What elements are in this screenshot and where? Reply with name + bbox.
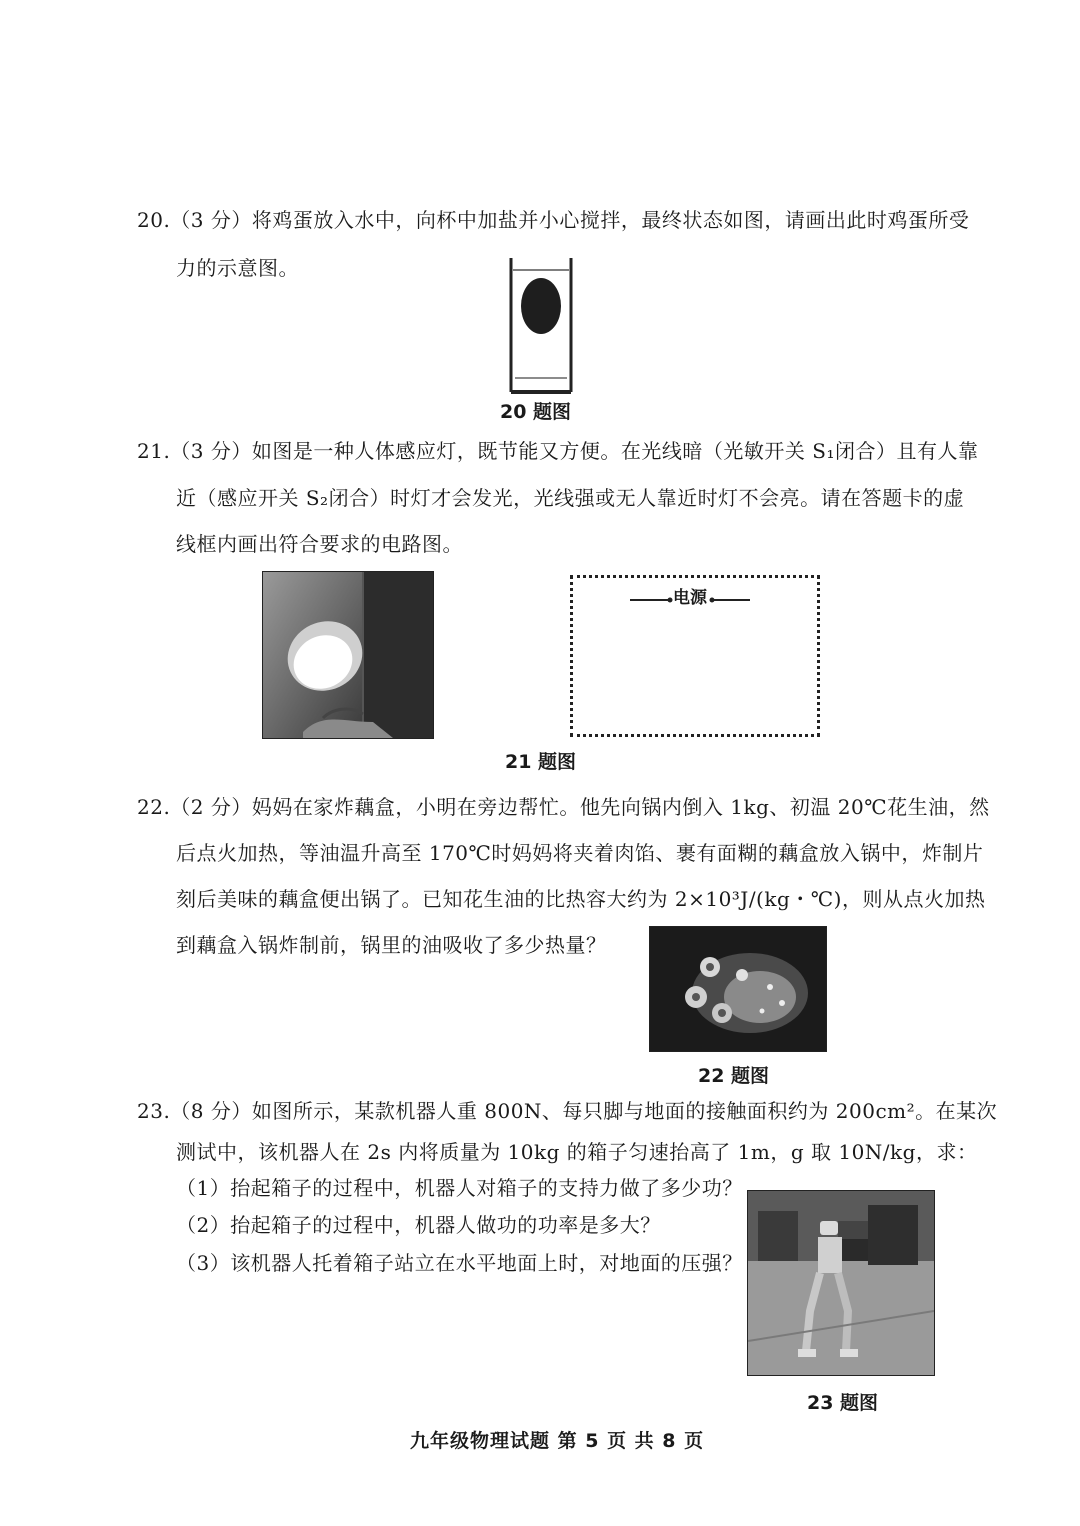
q22-line-1: 22.（2 分）妈妈在家炸藕盒，小明在旁边帮忙。他先向锅内倒入 1kg、初温 20℃花生油，然 [137,795,990,819]
q20-glass-egg-figure [505,256,577,398]
q22-line-2: 后点火加热，等油温升高至 170℃时妈妈将夹着肉馅、裹有面糊的藕盒放入锅中，炸制片 [176,841,984,865]
q23-caption: 23 题图 [807,1392,879,1414]
q23-subq-3: （3）该机器人托着箱子站立在水平地面上时，对地面的压强？ [176,1251,743,1275]
q20-line-2: 力的示意图。 [176,256,299,280]
q21-line-3: 线框内画出符合要求的电路图。 [176,532,463,556]
q23-subq-2: （2）抬起箱子的过程中，机器人做功的功率是多大？ [176,1213,661,1237]
q21-power-label: 电源 [673,588,707,608]
q21-line-2: 近（感应开关 S₂闭合）时灯才会发光，光线强或无人靠近时灯不会亮。请在答题卡的虚 [176,486,965,510]
q22-line-3: 刻后美味的藕盒便出锅了。已知花生油的比热容大约为 2×10³J/(kg・℃)，则从点火加热 [176,887,986,911]
q21-caption: 21 题图 [505,751,577,773]
q20-caption: 20 题图 [500,401,572,423]
q22-frying-photo [649,926,827,1052]
q23-line-2: 测试中，该机器人在 2s 内将质量为 10kg 的箱子匀速抬高了 1m，g 取 10N/kg，求： [176,1140,978,1164]
q22-caption: 22 题图 [698,1065,770,1087]
page-footer: 九年级物理试题 第 5 页 共 8 页 [410,1430,705,1452]
q20-line-1: 20.（3 分）将鸡蛋放入水中，向杯中加盐并小心搅拌，最终状态如图，请画出此时鸡蛋所受 [137,208,970,232]
q21-line-1: 21.（3 分）如图是一种人体感应灯，既节能又方便。在光线暗（光敏开关 S₁闭合）且有人靠 [137,439,979,463]
q23-subq-1: （1）抬起箱子的过程中，机器人对箱子的支持力做了多少功？ [176,1176,743,1200]
q23-line-1: 23.（8 分）如图所示，某款机器人重 800N、每只脚与地面的接触面积约为 200cm²。在某次 [137,1099,998,1123]
egg-shape [521,278,561,334]
q22-line-4: 到藕盒入锅炸制前，锅里的油吸收了多少热量？ [176,933,607,957]
q23-robot-photo [747,1190,935,1376]
q21-sensor-lamp-photo [262,571,434,739]
